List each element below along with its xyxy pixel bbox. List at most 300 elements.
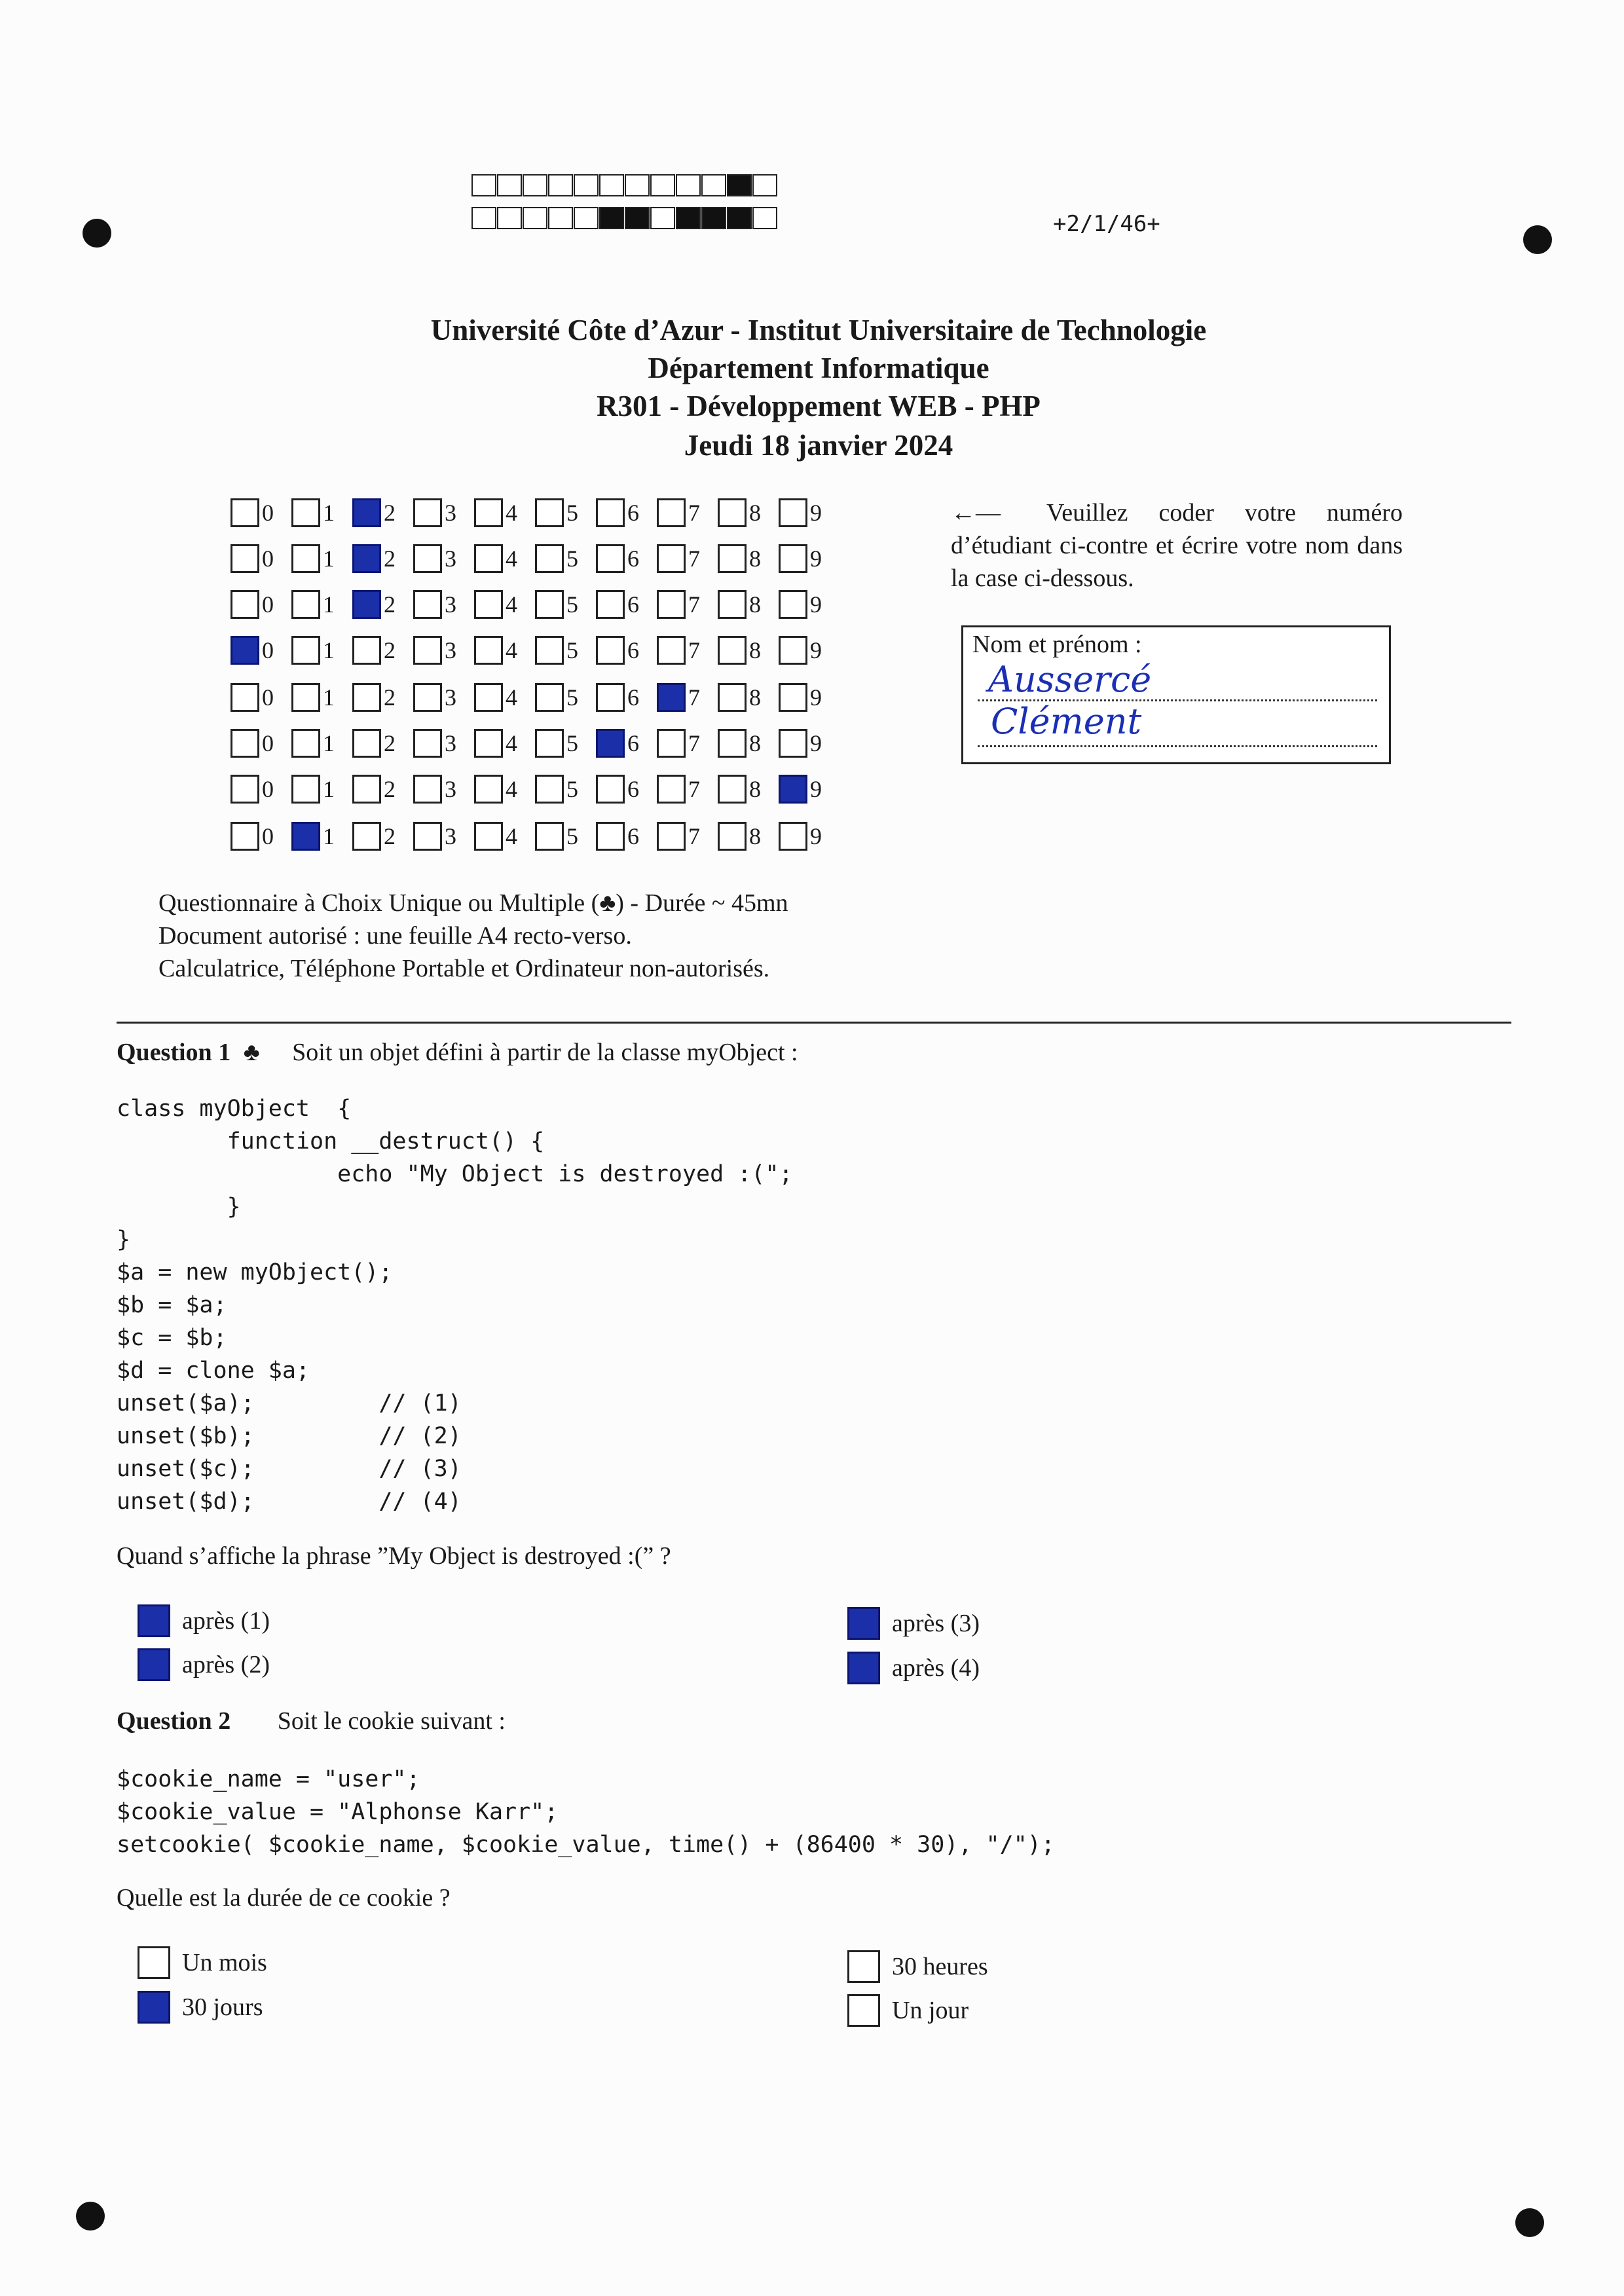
digit-label: 4: [506, 684, 517, 711]
question-1-text: Quand s’affiche la phrase ”My Object is destroyed :(” ?: [117, 1542, 671, 1570]
digit-label: 4: [506, 546, 517, 572]
digit-option[interactable]: [352, 820, 413, 853]
barcode-top-cell: [548, 174, 573, 196]
digit-option[interactable]: [657, 634, 718, 667]
student-number-row: [231, 773, 840, 805]
name-label: Nom et prénom :: [972, 631, 1142, 658]
digit-option[interactable]: [352, 588, 413, 621]
digit-option[interactable]: [657, 820, 718, 853]
digit-label: 9: [810, 823, 822, 849]
q1-answer-2-label: après (2): [182, 1651, 270, 1678]
digit-checkbox[interactable]: [231, 590, 259, 619]
digit-label: 7: [688, 546, 700, 572]
digit-option[interactable]: [413, 588, 474, 621]
digit-checkbox[interactable]: [596, 544, 625, 573]
intro-line-2: Document autorisé : une feuille A4 recto-verso.: [158, 922, 632, 950]
digit-label: 1: [323, 823, 335, 849]
digit-checkbox[interactable]: [718, 498, 747, 527]
barcode-bottom-cell: [650, 207, 675, 229]
digit-option[interactable]: [596, 634, 657, 667]
digit-option[interactable]: [231, 681, 291, 714]
digit-label: 6: [627, 500, 639, 526]
digit-option[interactable]: [413, 634, 474, 667]
digit-label: 0: [262, 776, 274, 802]
digit-checkbox[interactable]: [231, 544, 259, 573]
digit-label: 4: [506, 500, 517, 526]
barcode-bottom-cell: [752, 207, 777, 229]
digit-label: 1: [323, 637, 335, 663]
digit-option[interactable]: [535, 496, 596, 529]
digit-option[interactable]: [596, 542, 657, 575]
q2-answer-1-checkbox[interactable]: [138, 1946, 170, 1979]
digit-checkbox[interactable]: [718, 822, 747, 851]
digit-checkbox[interactable]: [291, 544, 320, 573]
instructions: [951, 496, 1403, 595]
digit-option[interactable]: [718, 681, 779, 714]
digit-checkbox[interactable]: [596, 683, 625, 712]
digit-label: 7: [688, 500, 700, 526]
digit-label: 8: [749, 823, 761, 849]
digit-option[interactable]: [413, 773, 474, 805]
digit-label: 3: [445, 823, 456, 849]
digit-option[interactable]: [596, 588, 657, 621]
digit-label: 0: [262, 684, 274, 711]
digit-option[interactable]: [657, 773, 718, 805]
digit-label: 2: [384, 546, 396, 572]
digit-checkbox[interactable]: [779, 729, 807, 758]
digit-option[interactable]: [474, 496, 535, 529]
digit-label: 5: [566, 823, 578, 849]
digit-option[interactable]: [535, 773, 596, 805]
digit-checkbox[interactable]: [352, 775, 381, 804]
digit-option[interactable]: [474, 542, 535, 575]
title-course: R301 - Développement WEB - PHP: [597, 390, 1041, 422]
digit-label: 2: [384, 823, 396, 849]
digit-option[interactable]: [779, 681, 840, 714]
digit-checkbox[interactable]: [231, 636, 259, 665]
digit-checkbox[interactable]: [291, 822, 320, 851]
barcode-top-cell: [497, 174, 522, 196]
digit-checkbox[interactable]: [718, 544, 747, 573]
digit-option[interactable]: [474, 773, 535, 805]
digit-checkbox[interactable]: [352, 636, 381, 665]
digit-checkbox[interactable]: [657, 544, 686, 573]
digit-checkbox[interactable]: [291, 590, 320, 619]
digit-option[interactable]: [535, 588, 596, 621]
q2-answer-2[interactable]: [138, 1991, 263, 2024]
digit-option[interactable]: [291, 634, 352, 667]
barcode-top-cell: [752, 174, 777, 196]
digit-checkbox[interactable]: [352, 683, 381, 712]
digit-label: 1: [323, 591, 335, 618]
digit-label: 1: [323, 730, 335, 756]
digit-checkbox[interactable]: [779, 683, 807, 712]
digit-option[interactable]: [596, 820, 657, 853]
digit-option[interactable]: [718, 588, 779, 621]
digit-label: 7: [688, 823, 700, 849]
digit-label: 2: [384, 730, 396, 756]
digit-checkbox[interactable]: [535, 683, 564, 712]
digit-option[interactable]: [718, 496, 779, 529]
digit-option[interactable]: [352, 681, 413, 714]
digit-option[interactable]: [535, 634, 596, 667]
handwritten-last-name: Aussercé: [988, 659, 1152, 700]
digit-option[interactable]: [657, 542, 718, 575]
name-box[interactable]: [961, 625, 1391, 764]
registration-mark-top-right: [1523, 225, 1552, 254]
digit-checkbox[interactable]: [413, 683, 442, 712]
student-number-row: [231, 496, 840, 529]
digit-label: 6: [627, 776, 639, 802]
digit-checkbox[interactable]: [718, 590, 747, 619]
digit-option[interactable]: [413, 496, 474, 529]
digit-checkbox[interactable]: [535, 729, 564, 758]
digit-option[interactable]: [718, 773, 779, 805]
digit-option[interactable]: [535, 727, 596, 760]
digit-label: 8: [749, 776, 761, 802]
digit-checkbox[interactable]: [779, 544, 807, 573]
digit-label: 0: [262, 730, 274, 756]
digit-checkbox[interactable]: [535, 590, 564, 619]
digit-checkbox[interactable]: [596, 822, 625, 851]
digit-label: 2: [384, 776, 396, 802]
digit-label: 9: [810, 684, 822, 711]
digit-label: 4: [506, 776, 517, 802]
barcode-top-cell: [701, 174, 726, 196]
q1-answer-3[interactable]: [847, 1607, 980, 1640]
digit-option[interactable]: [291, 727, 352, 760]
digit-checkbox[interactable]: [231, 775, 259, 804]
digit-label: 3: [445, 546, 456, 572]
digit-label: 5: [566, 730, 578, 756]
digit-option[interactable]: [779, 496, 840, 529]
digit-option[interactable]: [718, 634, 779, 667]
digit-checkbox[interactable]: [291, 636, 320, 665]
instructions-text: Veuillez coder votre numéro d’étudiant ci-contre et écrire votre nom dans la case ci-dessous.: [951, 499, 1403, 592]
student-number-row: [231, 588, 840, 621]
digit-option[interactable]: [779, 542, 840, 575]
digit-checkbox[interactable]: [352, 729, 381, 758]
digit-checkbox[interactable]: [474, 590, 503, 619]
q1-answer-1[interactable]: [138, 1604, 270, 1637]
digit-option[interactable]: [231, 588, 291, 621]
question-2-text: Quelle est la durée de ce cookie ?: [117, 1884, 451, 1912]
digit-label: 3: [445, 637, 456, 663]
question-1-label: Question 1: [117, 1039, 231, 1066]
digit-label: 4: [506, 637, 517, 663]
q1-answer-1-checkbox[interactable]: [138, 1604, 170, 1637]
digit-checkbox[interactable]: [231, 498, 259, 527]
student-number-row: [231, 681, 840, 714]
digit-checkbox[interactable]: [657, 683, 686, 712]
digit-option[interactable]: [779, 727, 840, 760]
digit-checkbox[interactable]: [352, 822, 381, 851]
digit-checkbox[interactable]: [718, 683, 747, 712]
q2-answer-2-label: 30 jours: [182, 1993, 263, 2021]
digit-option[interactable]: [231, 634, 291, 667]
digit-option[interactable]: [474, 588, 535, 621]
question-1-prompt: Soit un objet défini à partir de la classe myObject :: [292, 1039, 798, 1066]
question-1-heading: [117, 1038, 798, 1067]
digit-checkbox[interactable]: [291, 729, 320, 758]
barcode-bottom-cell: [701, 207, 726, 229]
digit-checkbox[interactable]: [779, 498, 807, 527]
student-number-row: [231, 820, 840, 853]
digit-label: 1: [323, 684, 335, 711]
digit-label: 1: [323, 546, 335, 572]
digit-checkbox[interactable]: [657, 822, 686, 851]
digit-option[interactable]: [718, 542, 779, 575]
digit-option[interactable]: [718, 820, 779, 853]
digit-label: 9: [810, 637, 822, 663]
q2-answer-2-checkbox[interactable]: [138, 1991, 170, 2024]
student-number-row: [231, 542, 840, 575]
q2-answer-3[interactable]: [847, 1950, 988, 1983]
digit-option[interactable]: [474, 681, 535, 714]
digit-label: 9: [810, 591, 822, 618]
digit-checkbox[interactable]: [718, 729, 747, 758]
digit-label: 5: [566, 684, 578, 711]
digit-checkbox[interactable]: [413, 498, 442, 527]
q2-answer-4-label: Un jour: [892, 1997, 969, 2024]
digit-checkbox[interactable]: [413, 636, 442, 665]
digit-option[interactable]: [352, 634, 413, 667]
handwritten-first-name: Clément: [991, 701, 1142, 742]
barcode-top-cell: [599, 174, 624, 196]
digit-checkbox[interactable]: [779, 590, 807, 619]
digit-checkbox[interactable]: [657, 498, 686, 527]
digit-option[interactable]: [352, 496, 413, 529]
exam-intro: [158, 887, 788, 985]
q1-answer-2[interactable]: [138, 1648, 270, 1681]
digit-option[interactable]: [657, 496, 718, 529]
digit-option[interactable]: [474, 727, 535, 760]
digit-checkbox[interactable]: [474, 822, 503, 851]
student-number-row: [231, 727, 840, 760]
digit-option[interactable]: [474, 634, 535, 667]
q1-answer-3-checkbox[interactable]: [847, 1607, 880, 1640]
q2-answer-4[interactable]: [847, 1994, 969, 2027]
digit-checkbox[interactable]: [596, 775, 625, 804]
digit-option[interactable]: [596, 681, 657, 714]
digit-option[interactable]: [474, 820, 535, 853]
question-2-code: $cookie_name = "user"; $cookie_value = "Alphonse Karr"; setcookie( $cookie_name, $cookie_value, time() + (86400 * 30), "/");: [117, 1766, 1055, 1858]
barcode-top-cell: [676, 174, 701, 196]
digit-checkbox[interactable]: [474, 775, 503, 804]
digit-option[interactable]: [779, 773, 840, 805]
digit-option[interactable]: [413, 820, 474, 853]
digit-option[interactable]: [291, 773, 352, 805]
digit-label: 7: [688, 776, 700, 802]
barcode-top-cell: [523, 174, 547, 196]
digit-checkbox[interactable]: [596, 498, 625, 527]
digit-option[interactable]: [231, 496, 291, 529]
digit-checkbox[interactable]: [779, 822, 807, 851]
digit-checkbox[interactable]: [291, 775, 320, 804]
digit-option[interactable]: [352, 727, 413, 760]
q1-answer-4-checkbox[interactable]: [847, 1652, 880, 1684]
digit-checkbox[interactable]: [718, 636, 747, 665]
digit-label: 3: [445, 500, 456, 526]
digit-checkbox[interactable]: [474, 729, 503, 758]
digit-checkbox[interactable]: [535, 498, 564, 527]
q2-answer-3-label: 30 heures: [892, 1953, 988, 1980]
digit-label: 7: [688, 684, 700, 711]
barcode-top-cell: [727, 174, 752, 196]
digit-checkbox[interactable]: [535, 775, 564, 804]
question-2-prompt: Soit le cookie suivant :: [277, 1707, 506, 1735]
digit-label: 0: [262, 591, 274, 618]
digit-option[interactable]: [535, 820, 596, 853]
q1-answer-4[interactable]: [847, 1652, 980, 1684]
digit-checkbox[interactable]: [413, 729, 442, 758]
digit-option[interactable]: [352, 773, 413, 805]
arrow-left-icon: ←—: [951, 499, 1001, 527]
digit-checkbox[interactable]: [413, 590, 442, 619]
digit-checkbox[interactable]: [535, 822, 564, 851]
barcode-top-cell: [650, 174, 675, 196]
sheet-id: +2/1/46+: [1053, 211, 1160, 237]
digit-checkbox[interactable]: [231, 683, 259, 712]
barcode-bottom-cell: [471, 207, 496, 229]
digit-checkbox[interactable]: [291, 498, 320, 527]
digit-checkbox[interactable]: [474, 683, 503, 712]
digit-option[interactable]: [291, 820, 352, 853]
digit-option[interactable]: [657, 681, 718, 714]
digit-checkbox[interactable]: [352, 498, 381, 527]
intro-line-1: Questionnaire à Choix Unique ou Multiple (♣) - Durée ~ 45mn: [158, 889, 788, 917]
digit-checkbox[interactable]: [779, 775, 807, 804]
digit-checkbox[interactable]: [413, 775, 442, 804]
digit-checkbox[interactable]: [291, 683, 320, 712]
digit-label: 2: [384, 500, 396, 526]
digit-checkbox[interactable]: [657, 775, 686, 804]
digit-checkbox[interactable]: [474, 544, 503, 573]
digit-label: 4: [506, 591, 517, 618]
digit-checkbox[interactable]: [231, 822, 259, 851]
digit-label: 6: [627, 730, 639, 756]
q1-answer-1-label: après (1): [182, 1607, 270, 1635]
digit-label: 0: [262, 823, 274, 849]
digit-checkbox[interactable]: [535, 636, 564, 665]
q2-answer-4-checkbox[interactable]: [847, 1994, 880, 2027]
divider: [117, 1022, 1511, 1024]
digit-label: 0: [262, 637, 274, 663]
barcode-top-cell: [625, 174, 650, 196]
digit-option[interactable]: [413, 681, 474, 714]
barcode-top: [471, 174, 778, 196]
digit-checkbox[interactable]: [413, 544, 442, 573]
barcode-bottom-cell: [497, 207, 522, 229]
digit-label: 3: [445, 730, 456, 756]
digit-checkbox[interactable]: [352, 544, 381, 573]
digit-option[interactable]: [718, 727, 779, 760]
digit-checkbox[interactable]: [474, 636, 503, 665]
digit-option[interactable]: [779, 634, 840, 667]
digit-checkbox[interactable]: [596, 590, 625, 619]
digit-label: 8: [749, 546, 761, 572]
digit-label: 9: [810, 546, 822, 572]
digit-option[interactable]: [596, 727, 657, 760]
digit-label: 5: [566, 500, 578, 526]
digit-option[interactable]: [231, 727, 291, 760]
digit-option[interactable]: [779, 820, 840, 853]
digit-label: 7: [688, 730, 700, 756]
q1-answer-4-label: après (4): [892, 1654, 980, 1682]
digit-label: 2: [384, 637, 396, 663]
barcode-top-cell: [574, 174, 599, 196]
digit-option[interactable]: [291, 496, 352, 529]
question-2-heading: [117, 1707, 506, 1735]
digit-checkbox[interactable]: [413, 822, 442, 851]
digit-checkbox[interactable]: [231, 729, 259, 758]
digit-checkbox[interactable]: [657, 590, 686, 619]
digit-option[interactable]: [291, 681, 352, 714]
digit-option[interactable]: [352, 542, 413, 575]
digit-option[interactable]: [231, 773, 291, 805]
digit-option[interactable]: [291, 588, 352, 621]
digit-label: 5: [566, 637, 578, 663]
digit-option[interactable]: [596, 773, 657, 805]
digit-option[interactable]: [413, 542, 474, 575]
digit-label: 4: [506, 730, 517, 756]
digit-option[interactable]: [413, 727, 474, 760]
digit-checkbox[interactable]: [535, 544, 564, 573]
digit-checkbox[interactable]: [657, 729, 686, 758]
digit-checkbox[interactable]: [352, 590, 381, 619]
digit-label: 8: [749, 730, 761, 756]
digit-label: 8: [749, 591, 761, 618]
q1-answer-2-checkbox[interactable]: [138, 1648, 170, 1681]
digit-label: 1: [323, 776, 335, 802]
q2-answer-3-checkbox[interactable]: [847, 1950, 880, 1983]
digit-checkbox[interactable]: [474, 498, 503, 527]
digit-label: 7: [688, 637, 700, 663]
digit-label: 0: [262, 500, 274, 526]
digit-checkbox[interactable]: [596, 729, 625, 758]
registration-mark-top-left: [83, 219, 111, 248]
digit-option[interactable]: [291, 542, 352, 575]
digit-option[interactable]: [231, 820, 291, 853]
digit-label: 2: [384, 684, 396, 711]
digit-option[interactable]: [596, 496, 657, 529]
title-university: Université Côte d’Azur - Institut Universitaire de Technologie: [430, 314, 1207, 346]
digit-option[interactable]: [231, 542, 291, 575]
registration-mark-bottom-left: [76, 2202, 105, 2231]
digit-label: 5: [566, 546, 578, 572]
digit-checkbox[interactable]: [657, 636, 686, 665]
q2-answer-1[interactable]: [138, 1946, 267, 1979]
digit-option[interactable]: [535, 542, 596, 575]
digit-option[interactable]: [657, 588, 718, 621]
digit-label: 4: [506, 823, 517, 849]
digit-label: 5: [566, 591, 578, 618]
digit-checkbox[interactable]: [779, 636, 807, 665]
digit-option[interactable]: [779, 588, 840, 621]
digit-checkbox[interactable]: [596, 636, 625, 665]
digit-label: 3: [445, 684, 456, 711]
digit-option[interactable]: [535, 681, 596, 714]
barcode-bottom-cell: [599, 207, 624, 229]
digit-label: 8: [749, 500, 761, 526]
digit-label: 5: [566, 776, 578, 802]
barcode-top-cell: [471, 174, 496, 196]
barcode-bottom-cell: [523, 207, 547, 229]
registration-mark-bottom-right: [1515, 2208, 1544, 2237]
barcode-bottom: [471, 207, 778, 229]
digit-option[interactable]: [657, 727, 718, 760]
digit-checkbox[interactable]: [718, 775, 747, 804]
